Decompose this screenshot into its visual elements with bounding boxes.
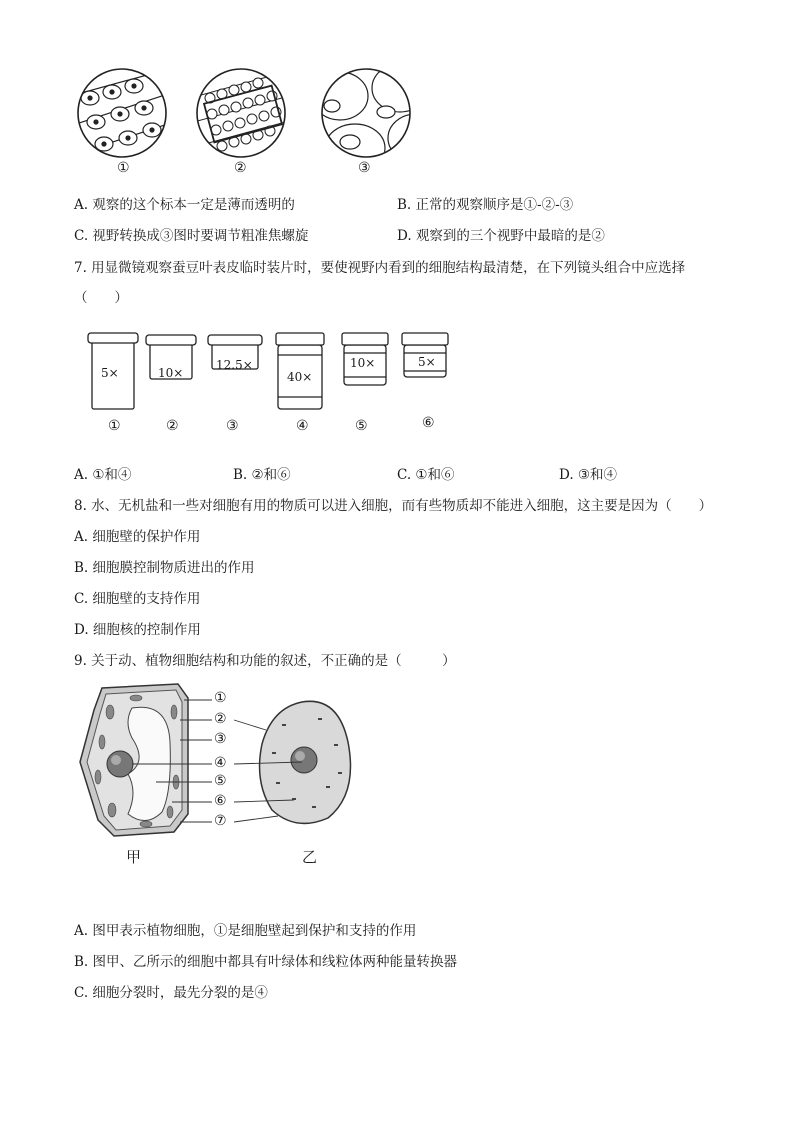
q8-option-b: B. 细胞膜控制物质进出的作用 xyxy=(74,560,255,576)
q8-option-d: D. 细胞核的控制作用 xyxy=(74,622,201,638)
q7-option-a: A. ①和④ xyxy=(74,467,132,483)
lens-num-5: ⑤ xyxy=(355,418,368,434)
microscope-views-figure xyxy=(70,68,420,163)
cell-jia-label: 甲 xyxy=(126,848,142,866)
lens-figure xyxy=(80,325,460,415)
q6-option-a: A. 观察的这个标本一定是薄而透明的 xyxy=(74,197,295,213)
lens-label-1: 5× xyxy=(101,366,119,380)
lens-label-5: 10× xyxy=(350,356,376,370)
lens-label-3: 12.5× xyxy=(216,358,253,372)
cell-label-6: ⑥ xyxy=(214,793,227,809)
q7-option-b: B. ②和⑥ xyxy=(233,467,291,483)
q9-option-a: A. 图甲表示植物细胞，①是细胞壁起到保护和支持的作用 xyxy=(74,923,417,939)
q6-option-d: D. 观察到的三个视野中最暗的是② xyxy=(397,228,605,244)
lens-num-3: ③ xyxy=(226,418,239,434)
q9-option-b: B. 图甲、乙所示的细胞中都具有叶绿体和线粒体两种能量转换器 xyxy=(74,954,458,970)
q7-paren: （ ） xyxy=(74,290,128,306)
view-label-1: ① xyxy=(117,160,130,176)
lens-num-6: ⑥ xyxy=(422,415,435,431)
lens-label-2: 10× xyxy=(158,366,184,380)
view-label-2: ② xyxy=(234,160,247,176)
q7-option-c: C. ①和⑥ xyxy=(397,467,455,483)
animal-nucleus xyxy=(291,747,317,773)
q7-stem: 7. 用显微镜观察蚕豆叶表皮临时装片时，要使视野内看到的细胞结构最清楚，在下列镜头组合中应选择 xyxy=(74,260,686,276)
q8-option-a: A. 细胞壁的保护作用 xyxy=(74,529,201,545)
lens-num-4: ④ xyxy=(296,418,309,434)
cell-label-7: ⑦ xyxy=(214,813,227,829)
lens-num-1: ① xyxy=(108,418,121,434)
cell-yi-label: 乙 xyxy=(302,848,318,866)
q8-stem: 8. 水、无机盐和一些对细胞有用的物质可以进入细胞，而有些物质却不能进入细胞，这主要是因为（ ） xyxy=(74,498,713,514)
q6-option-b: B. 正常的观察顺序是①-②-③ xyxy=(397,197,574,213)
plant-nucleus xyxy=(107,751,133,777)
q7-option-d: D. ③和④ xyxy=(559,467,618,483)
cell-label-4: ④ xyxy=(214,755,227,771)
lens-label-4: 40× xyxy=(287,370,313,384)
cell-label-3: ③ xyxy=(214,731,227,747)
lens-num-2: ② xyxy=(166,418,179,434)
cell-label-5: ⑤ xyxy=(214,773,227,789)
view-label-3: ③ xyxy=(358,160,371,176)
cell-label-2: ② xyxy=(214,711,227,727)
lens-label-6: 5× xyxy=(418,355,436,369)
cell-label-1: ① xyxy=(214,690,227,706)
q9-option-c: C. 细胞分裂时，最先分裂的是④ xyxy=(74,985,268,1001)
q9-stem: 9. 关于动、植物细胞结构和功能的叙述，不正确的是（ ） xyxy=(74,653,456,669)
q8-option-c: C. 细胞壁的支持作用 xyxy=(74,591,201,607)
q6-option-c: C. 视野转换成③图时要调节粗准焦螺旋 xyxy=(74,228,309,244)
